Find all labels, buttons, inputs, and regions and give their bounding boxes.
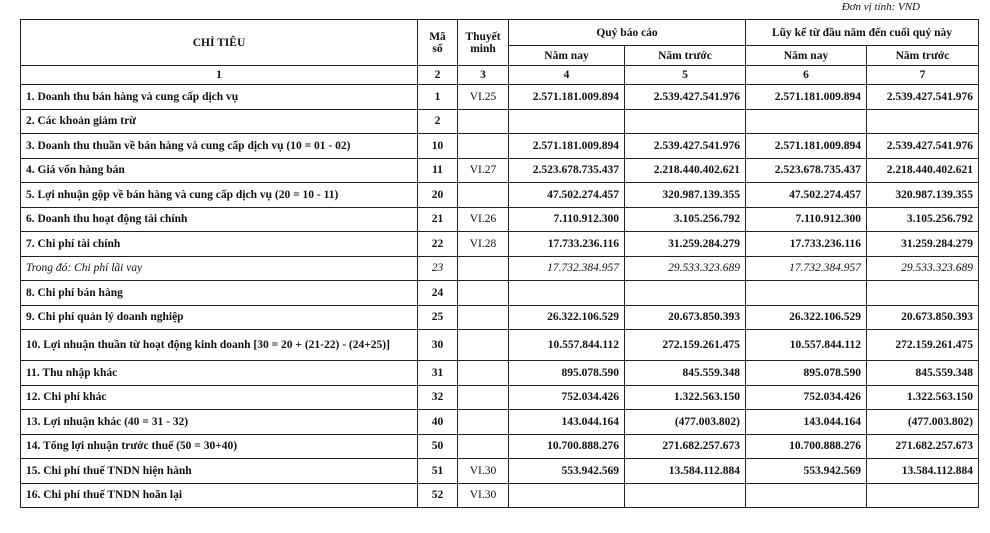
row-ytd-this-year: 553.942.569	[746, 459, 867, 484]
row-ytd-prior-year: 2.539.427.541.976	[867, 85, 979, 110]
header-indicator: CHỈ TIÊU	[21, 20, 418, 66]
row-ytd-prior-year: 13.584.112.884	[867, 459, 979, 484]
row-label: 15. Chi phí thuế TNDN hiện hành	[21, 459, 418, 484]
row-quarter-this-year	[509, 281, 625, 306]
table-row	[21, 207, 979, 232]
row-code: 40	[418, 410, 458, 435]
row-quarter-this-year: 553.942.569	[509, 459, 625, 484]
table-row	[21, 434, 979, 459]
row-quarter-prior-year	[625, 281, 746, 306]
row-label: 2. Các khoản giảm trừ	[21, 109, 418, 134]
row-note	[458, 330, 509, 361]
row-ytd-prior-year: (477.003.802)	[867, 410, 979, 435]
row-ytd-prior-year: 31.259.284.279	[867, 232, 979, 257]
row-quarter-this-year: 895.078.590	[509, 361, 625, 386]
row-label: 14. Tổng lợi nhuận trước thuế (50 = 30+40)	[21, 434, 418, 459]
row-quarter-this-year: 17.732.384.957	[509, 256, 625, 281]
row-label: 13. Lợi nhuận khác (40 = 31 - 32)	[21, 410, 418, 435]
row-quarter-this-year: 47.502.274.457	[509, 183, 625, 208]
row-ytd-prior-year: 2.218.440.402.621	[867, 158, 979, 183]
table-row	[21, 385, 979, 410]
unit-label: Đơn vị tính: VND	[841, 1, 920, 13]
row-ytd-this-year	[746, 281, 867, 306]
income-statement-table	[20, 19, 979, 508]
row-note	[458, 305, 509, 330]
row-quarter-prior-year: 272.159.261.475	[625, 330, 746, 361]
row-note	[458, 134, 509, 159]
row-quarter-prior-year: 29.533.323.689	[625, 256, 746, 281]
row-quarter-prior-year: 845.559.348	[625, 361, 746, 386]
row-code: 21	[418, 207, 458, 232]
header-code: Mã số	[418, 20, 458, 66]
col-number: 6	[746, 66, 867, 85]
row-quarter-this-year: 26.322.106.529	[509, 305, 625, 330]
row-note: VI.30	[458, 459, 509, 484]
row-ytd-prior-year: 29.533.323.689	[867, 256, 979, 281]
row-note	[458, 183, 509, 208]
row-quarter-prior-year: 20.673.850.393	[625, 305, 746, 330]
row-note	[458, 256, 509, 281]
table-row	[21, 305, 979, 330]
row-note: VI.27	[458, 158, 509, 183]
table-row	[21, 330, 979, 361]
row-code: 20	[418, 183, 458, 208]
row-code: 23	[418, 256, 458, 281]
row-note: VI.26	[458, 207, 509, 232]
row-note: VI.30	[458, 483, 509, 508]
row-note	[458, 434, 509, 459]
row-quarter-this-year: 752.034.426	[509, 385, 625, 410]
row-quarter-prior-year: 320.987.139.355	[625, 183, 746, 208]
col-number: 1	[21, 66, 418, 85]
row-note	[458, 361, 509, 386]
header-ytd-group: Lũy kế từ đầu năm đến cuối quý này	[746, 20, 979, 46]
row-code: 2	[418, 109, 458, 134]
row-ytd-prior-year	[867, 109, 979, 134]
row-ytd-this-year: 143.044.164	[746, 410, 867, 435]
row-quarter-this-year: 2.571.181.009.894	[509, 134, 625, 159]
row-quarter-prior-year: 2.218.440.402.621	[625, 158, 746, 183]
col-number: 5	[625, 66, 746, 85]
row-label: 1. Doanh thu bán hàng và cung cấp dịch vụ	[21, 85, 418, 110]
row-quarter-prior-year: 3.105.256.792	[625, 207, 746, 232]
row-quarter-this-year: 17.733.236.116	[509, 232, 625, 257]
row-label: 12. Chi phí khác	[21, 385, 418, 410]
row-note: VI.25	[458, 85, 509, 110]
table-body	[21, 85, 979, 508]
row-code: 25	[418, 305, 458, 330]
row-code: 31	[418, 361, 458, 386]
row-note: VI.28	[458, 232, 509, 257]
row-label: 3. Doanh thu thuần về bán hàng và cung cấp dịch vụ (10 = 01 - 02)	[21, 134, 418, 159]
row-code: 52	[418, 483, 458, 508]
row-ytd-prior-year	[867, 281, 979, 306]
row-ytd-prior-year: 3.105.256.792	[867, 207, 979, 232]
table-row	[21, 410, 979, 435]
row-label: 7. Chi phí tài chính	[21, 232, 418, 257]
row-label: 6. Doanh thu hoạt động tài chính	[21, 207, 418, 232]
row-label: 5. Lợi nhuận gộp về bán hàng và cung cấp dịch vụ (20 = 10 - 11)	[21, 183, 418, 208]
row-quarter-this-year: 7.110.912.300	[509, 207, 625, 232]
row-quarter-this-year: 10.700.888.276	[509, 434, 625, 459]
row-code: 10	[418, 134, 458, 159]
row-ytd-this-year: 895.078.590	[746, 361, 867, 386]
row-code: 11	[418, 158, 458, 183]
row-code: 22	[418, 232, 458, 257]
row-quarter-this-year: 143.044.164	[509, 410, 625, 435]
row-ytd-this-year: 10.700.888.276	[746, 434, 867, 459]
row-label: 10. Lợi nhuận thuần từ hoạt động kinh doanh [30 = 20 + (21-22) - (24+25)]	[21, 330, 418, 361]
row-quarter-this-year	[509, 483, 625, 508]
row-quarter-prior-year: 2.539.427.541.976	[625, 85, 746, 110]
row-code: 51	[418, 459, 458, 484]
row-ytd-prior-year: 2.539.427.541.976	[867, 134, 979, 159]
row-code: 30	[418, 330, 458, 361]
row-ytd-this-year	[746, 483, 867, 508]
table-row	[21, 281, 979, 306]
row-ytd-this-year: 7.110.912.300	[746, 207, 867, 232]
row-ytd-this-year: 17.732.384.957	[746, 256, 867, 281]
row-label: 9. Chi phí quản lý doanh nghiệp	[21, 305, 418, 330]
table-row	[21, 483, 979, 508]
table-row	[21, 361, 979, 386]
row-ytd-prior-year	[867, 483, 979, 508]
header-note: Thuyết minh	[458, 20, 509, 66]
row-quarter-prior-year: 1.322.563.150	[625, 385, 746, 410]
row-quarter-prior-year: (477.003.802)	[625, 410, 746, 435]
table-row	[21, 232, 979, 257]
row-ytd-this-year: 752.034.426	[746, 385, 867, 410]
table-row	[21, 109, 979, 134]
row-label: 11. Thu nhập khác	[21, 361, 418, 386]
row-label: 8. Chi phí bán hàng	[21, 281, 418, 306]
row-code: 50	[418, 434, 458, 459]
row-code: 24	[418, 281, 458, 306]
row-label: 4. Giá vốn hàng bán	[21, 158, 418, 183]
row-quarter-prior-year: 2.539.427.541.976	[625, 134, 746, 159]
row-ytd-this-year: 17.733.236.116	[746, 232, 867, 257]
row-ytd-this-year: 2.571.181.009.894	[746, 85, 867, 110]
row-note	[458, 109, 509, 134]
row-code: 1	[418, 85, 458, 110]
table-row	[21, 158, 979, 183]
row-label: 16. Chi phí thuế TNDN hoãn lại	[21, 483, 418, 508]
row-ytd-this-year: 2.523.678.735.437	[746, 158, 867, 183]
table-row	[21, 183, 979, 208]
row-ytd-prior-year: 1.322.563.150	[867, 385, 979, 410]
row-quarter-prior-year: 271.682.257.673	[625, 434, 746, 459]
table-row	[21, 256, 979, 281]
col-number: 3	[458, 66, 509, 85]
row-note	[458, 281, 509, 306]
header-quarter-this-year: Năm nay	[509, 46, 625, 66]
row-label: Trong đó: Chi phí lãi vay	[21, 256, 418, 281]
row-ytd-prior-year: 320.987.139.355	[867, 183, 979, 208]
row-quarter-this-year	[509, 109, 625, 134]
row-quarter-prior-year	[625, 109, 746, 134]
header-ytd-prior-year: Năm trước	[867, 46, 979, 66]
table-row	[21, 134, 979, 159]
row-quarter-this-year: 2.571.181.009.894	[509, 85, 625, 110]
row-ytd-prior-year: 272.159.261.475	[867, 330, 979, 361]
table-row	[21, 85, 979, 110]
row-ytd-prior-year: 271.682.257.673	[867, 434, 979, 459]
table-row	[21, 459, 979, 484]
row-quarter-prior-year: 13.584.112.884	[625, 459, 746, 484]
row-quarter-this-year: 10.557.844.112	[509, 330, 625, 361]
row-ytd-this-year: 26.322.106.529	[746, 305, 867, 330]
row-note	[458, 385, 509, 410]
row-note	[458, 410, 509, 435]
row-ytd-prior-year: 20.673.850.393	[867, 305, 979, 330]
row-ytd-this-year: 10.557.844.112	[746, 330, 867, 361]
row-quarter-this-year: 2.523.678.735.437	[509, 158, 625, 183]
col-number: 7	[867, 66, 979, 85]
col-number: 4	[509, 66, 625, 85]
row-quarter-prior-year: 31.259.284.279	[625, 232, 746, 257]
row-ytd-prior-year: 845.559.348	[867, 361, 979, 386]
header-quarter-group: Quý báo cáo	[509, 20, 746, 46]
row-code: 32	[418, 385, 458, 410]
row-ytd-this-year: 2.571.181.009.894	[746, 134, 867, 159]
row-quarter-prior-year	[625, 483, 746, 508]
header-quarter-prior-year: Năm trước	[625, 46, 746, 66]
header-ytd-this-year: Năm nay	[746, 46, 867, 66]
row-ytd-this-year: 47.502.274.457	[746, 183, 867, 208]
row-ytd-this-year	[746, 109, 867, 134]
col-number: 2	[418, 66, 458, 85]
